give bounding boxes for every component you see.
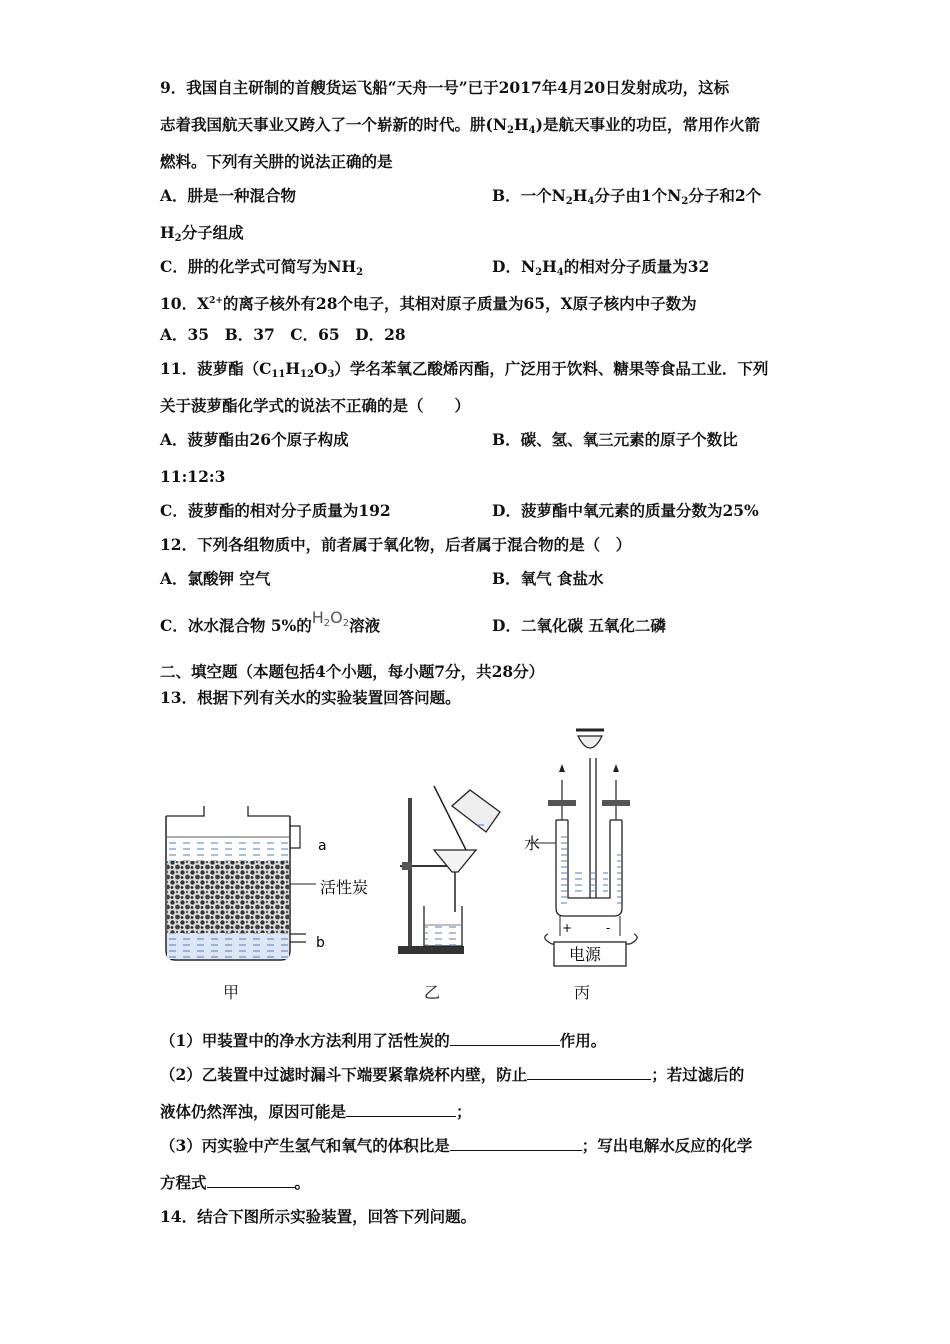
q9-line3: 燃料。下列有关肼的说法正确的是 (160, 152, 393, 171)
q12-option-d: D．二氧化碳 五氧化二磷 (492, 616, 666, 635)
apparatus-yi (398, 786, 500, 954)
q9-b-3: 分子由1个N (594, 186, 682, 205)
sub: 2 (565, 196, 573, 207)
sub: 2 (342, 618, 350, 629)
q10-line1 (160, 291, 697, 314)
q9-line2 (160, 115, 760, 141)
caption-jia: 甲 (223, 983, 240, 1002)
q9-line2-end: )是航天事业的功臣，常用作火箭 (535, 115, 760, 134)
answer-blank[interactable] (450, 1029, 560, 1046)
q9-option-c (160, 257, 363, 283)
sub: 4 (587, 196, 595, 207)
sub: 4 (528, 125, 536, 136)
o: O (330, 608, 343, 627)
q13-p3-b: ；写出电解水反应的化学 (581, 1136, 753, 1155)
q13-p1-a: （1）甲装置中的净水方法利用了活性炭的 (160, 1031, 450, 1050)
answer-blank[interactable] (527, 1063, 651, 1080)
q13-part2-cont (160, 1100, 472, 1122)
q11-option-c: C．菠萝酯的相对分子质量为192 (160, 501, 391, 520)
q12-option-c (160, 608, 381, 642)
q11-option-d: D．菠萝酯中氧元素的质量分数为25% (492, 501, 759, 520)
apparatus-jia (166, 806, 316, 960)
sub: 2 (535, 267, 543, 278)
label-water: 水 (524, 834, 541, 853)
q9-d-3: 的相对分子质量为32 (563, 257, 710, 276)
q9-option-b-cont (160, 223, 244, 249)
q11-option-a: A．菠萝酯由26个原子构成 (160, 430, 349, 449)
q13-part2 (160, 1063, 744, 1085)
q9-option-a: A．肼是一种混合物 (160, 186, 297, 205)
sup: 2+ (209, 296, 223, 306)
caption-bing: 丙 (574, 983, 591, 1002)
q14-line1: 14．结合下图所示实验装置，回答下列问题。 (160, 1207, 477, 1226)
q11-option-b: B．碳、氢、氧三元素的原子个数比 (492, 430, 738, 449)
q12-line1: 12．下列各组物质中，前者属于氧化物，后者属于混合物的是（ ） (160, 535, 632, 554)
q10-b: 的离子核外有28个电子，其相对原子质量为65，X原子核内中子数为 (222, 294, 697, 313)
q13-p3-a: （3）丙实验中产生氢气和氧气的体积比是 (160, 1136, 450, 1155)
q13-p3-c: 方程式 (160, 1173, 207, 1192)
label-plus: + (562, 921, 573, 935)
q13-p2-c: 液体仍然浑浊，原因可能是 (160, 1102, 347, 1121)
h: H (311, 608, 324, 627)
q9-b-cont: 分子组成 (181, 223, 244, 242)
q9-line2-h: H (513, 115, 529, 134)
label-b: b (316, 935, 325, 951)
q13-p1-b: 作用。 (559, 1031, 607, 1050)
q12-c-b: 溶液 (349, 616, 381, 635)
q9-line1: 9．我国自主研制的首艘货运飞船“天舟一号”已于2017年4月20日发射成功，这标 (160, 78, 730, 97)
sub: 2 (174, 233, 182, 244)
q12-option-a: A．氯酸钾 空气 (160, 569, 271, 588)
label-minus: - (606, 921, 611, 935)
q9-b-4: 分子和2个 (688, 186, 762, 205)
q9-option-b (492, 186, 761, 212)
q13-p2-b: ；若过滤后的 (651, 1065, 745, 1084)
q9-b-2: H (572, 186, 588, 205)
q10-options: A．35 B．37 C．65 D．28 (160, 325, 406, 344)
sub: 4 (556, 267, 564, 278)
answer-blank[interactable] (450, 1134, 582, 1151)
q11-b: ）学名苯氧乙酸烯丙酯，广泛用于饮料、糖果等食品工业．下列 (334, 359, 769, 378)
q13-figure (150, 720, 670, 1010)
q9-d-1: D．N (492, 257, 536, 276)
q13-part1 (160, 1029, 606, 1051)
answer-blank[interactable] (207, 1171, 295, 1188)
sub: 2 (356, 267, 364, 278)
sub: 2 (681, 196, 689, 207)
q11-o: O (313, 359, 328, 378)
q11-h: H (285, 359, 300, 378)
q11-line2: 关于菠萝酯化学式的说法不正确的是（ ） (160, 396, 471, 415)
sub: 12 (300, 369, 314, 380)
q13-p3-d: 。 (294, 1173, 311, 1192)
q9-option-d (492, 257, 709, 283)
sub: 3 (327, 369, 335, 380)
q13-part3-cont (160, 1171, 310, 1193)
answer-blank[interactable] (346, 1100, 456, 1117)
apparatus-bing (530, 730, 637, 966)
label-power-supply: 电源 (569, 945, 602, 964)
caption-yi: 乙 (424, 983, 441, 1002)
q9-b-h: H (160, 223, 175, 242)
q9-d-2: H (542, 257, 557, 276)
q11-option-b-cont: 11:12:3 (160, 467, 226, 486)
label-a: a (318, 838, 327, 854)
q13-p2-a: （2）乙装置中过滤时漏斗下端要紧靠烧杯内壁，防止 (160, 1065, 528, 1084)
q9-line2-text: 志着我国航天事业又跨入了一个崭新的时代。肼(N (160, 115, 508, 134)
sub: 2 (507, 125, 514, 136)
q13-line1: 13．根据下列有关水的实验装置回答问题。 (160, 688, 461, 707)
section-heading: 二、填空题（本题包括4个小题，每小题7分，共28分） (160, 662, 545, 681)
q12-c-a: C．冰水混合物 5%的 (160, 616, 312, 635)
sub: 11 (271, 369, 286, 380)
q11-a: 11．菠萝酯（C (160, 359, 272, 378)
label-activated-carbon: 活性炭 (320, 878, 369, 897)
q9-c-text: C．肼的化学式可简写为NH (160, 257, 357, 276)
q13-part3 (160, 1134, 752, 1156)
h2o2-formula (312, 608, 349, 627)
sub: 2 (323, 618, 331, 629)
q9-b-1: B．一个N (492, 186, 566, 205)
q12-option-b: B．氧气 食盐水 (492, 569, 604, 588)
q13-p2-d: ； (456, 1102, 472, 1121)
q11-line1 (160, 359, 768, 385)
q10-a: 10．X (160, 294, 210, 313)
